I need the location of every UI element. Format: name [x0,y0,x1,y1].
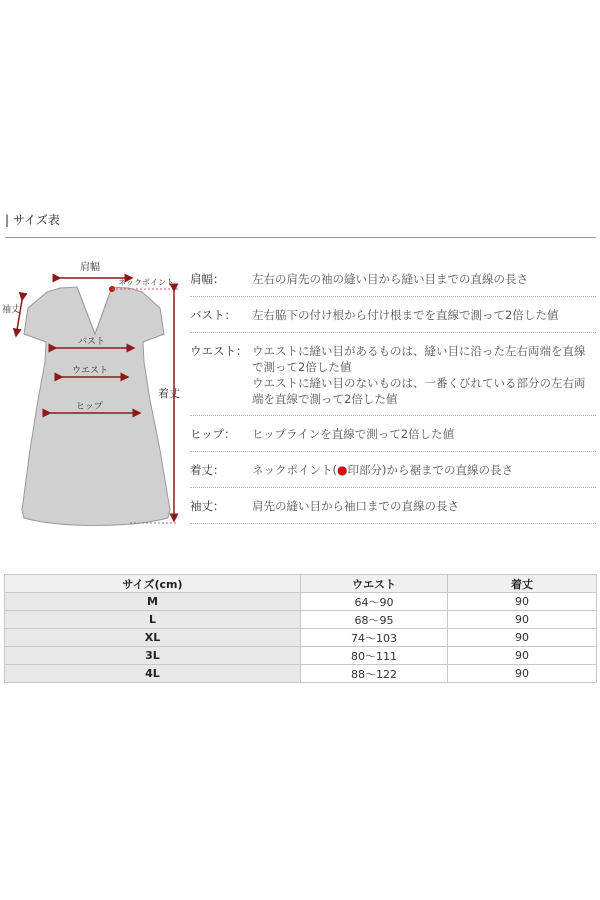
definition-hip [190,416,596,452]
section-title: | サイズ表 [5,213,60,227]
dress-diagram [0,250,190,540]
table-row [5,629,597,647]
length-cell: 90 [448,647,597,665]
sleeve-label: 袖丈 [2,305,21,315]
definition-bust [190,297,596,333]
neck-point-label: ネックポイント [118,278,174,287]
length-cell: 90 [448,665,597,683]
definition-term: 肩幅： [190,272,225,286]
definition-text-after: 印部分)から裾までの直線の長さ [347,463,513,477]
bust-label: バスト [78,337,106,347]
definition-sleeve [190,488,596,524]
size-cell: XL [5,629,301,647]
definition-term: ウエスト： [190,344,248,358]
definition-term: 着丈： [190,463,225,477]
table-row [5,647,597,665]
waist-cell: 88～122 [300,665,447,683]
size-cell: M [5,593,301,611]
dress-diagram-svg [0,250,190,540]
column-header-size: サイズ(cm) [5,575,301,593]
definition-text: 左右の肩先の袖の縫い目から縫い目までの直線の長さ [252,272,528,286]
definition-length [190,452,596,488]
length-cell: 90 [448,629,597,647]
definition-text: ウエストに縫い目があるものは、縫い目に沿った左右両端を直線で測って2倍した値 [252,344,586,374]
waist-label: ウエスト [72,366,109,376]
definition-text-group [252,343,596,407]
shoulder-label: 肩幅 [80,262,100,273]
definition-waist [190,333,596,416]
definition-term: ヒップ： [190,427,236,441]
definition-text-before: ネックポイント( [252,463,337,477]
length-cell: 90 [448,593,597,611]
measurement-definitions [190,268,596,524]
definition-text [252,462,596,478]
size-table [4,574,597,683]
waist-cell: 74～103 [300,629,447,647]
size-cell: 4L [5,665,301,683]
definition-text: ウエストに縫い目のないものは、一番くびれている部分の左右両端を直線で測って2倍した値 [252,376,586,406]
table-row [5,665,597,683]
neck-point-dot-icon: ● [337,463,348,477]
column-header-waist: ウエスト [300,575,447,593]
waist-cell: 64～90 [300,593,447,611]
definition-text: 左右脇下の付け根から付け根までを直線で測って2倍した値 [252,308,559,322]
waist-cell: 80～111 [300,647,447,665]
definition-text: 肩先の縫い目から袖口までの直線の長さ [252,499,459,513]
waist-cell: 68～95 [300,611,447,629]
size-cell: 3L [5,647,301,665]
length-label: 着丈 [158,387,180,400]
table-row [5,611,597,629]
table-header-row [5,575,597,593]
definition-term: バスト： [190,308,236,322]
table-row [5,593,597,611]
hip-label: ヒップ [76,402,103,412]
definition-shoulder [190,268,596,297]
definition-term: 袖丈： [190,499,225,513]
definition-text: ヒップラインを直線で測って2倍した値 [252,427,455,441]
length-cell: 90 [448,611,597,629]
size-cell: L [5,611,301,629]
header-divider [5,237,596,238]
column-header-length: 着丈 [448,575,597,593]
